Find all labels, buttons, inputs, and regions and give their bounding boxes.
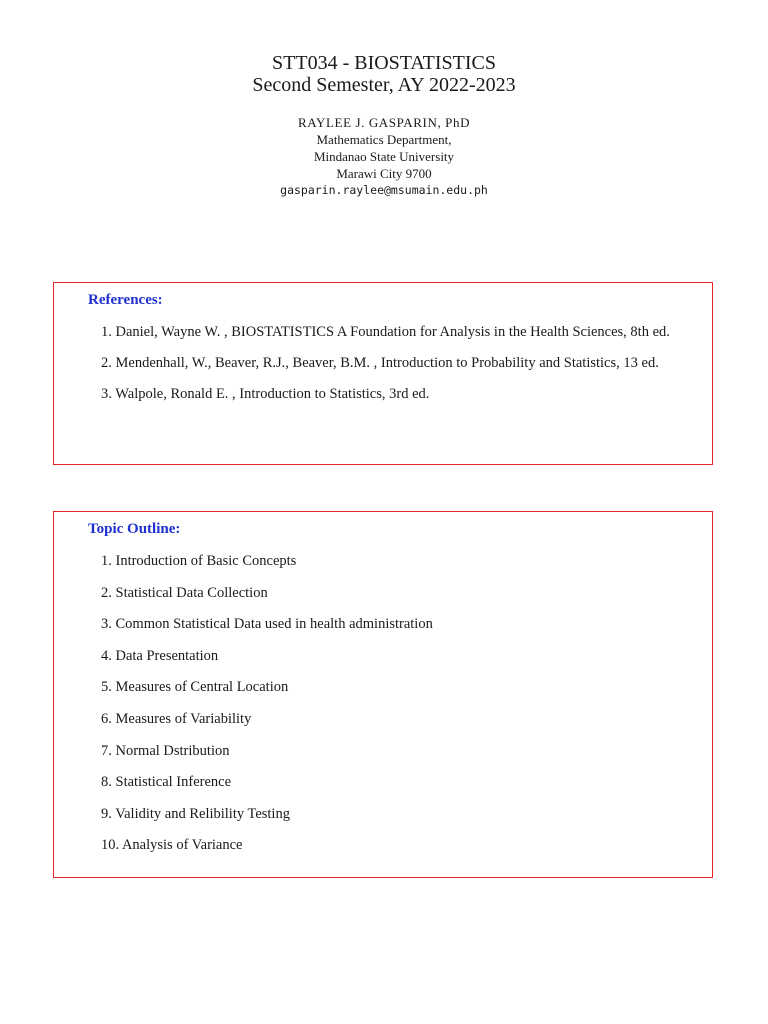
topic-item: 8. Statistical Inference — [101, 774, 232, 791]
topic-item: 10. Analysis of Variance — [101, 837, 243, 854]
university: Mindanao State University — [313, 149, 455, 164]
document-header — [0, 52, 768, 199]
author-name: RAYLEE J. GASPARIN, PhD — [297, 115, 471, 130]
course-title: STT034 - BIOSTATISTICS — [272, 52, 496, 74]
semester-subtitle: Second Semester, AY 2022-2023 — [252, 74, 516, 96]
reference-item: 1. Daniel, Wayne W. , BIOSTATISTICS A Foundation for Analysis in the Health Sciences, 8th ed. — [101, 324, 670, 340]
topic-item: 6. Measures of Variability — [101, 710, 252, 727]
topic-item: 4. Data Presentation — [101, 647, 219, 664]
topic-item: 7. Normal Dstribution — [101, 742, 230, 759]
department: Mathematics Department, — [316, 132, 452, 147]
references-box — [53, 282, 713, 465]
topic-item: 9. Validity and Relibility Testing — [101, 805, 290, 822]
reference-item: 3. Walpole, Ronald E. , Introduction to Statistics, 3rd ed. — [101, 386, 430, 402]
city: Marawi City 9700 — [336, 166, 432, 181]
topic-item: 5. Measures of Central Location — [101, 679, 289, 696]
references-heading: References: — [88, 292, 163, 308]
topic-outline-heading: Topic Outline: — [88, 521, 181, 537]
reference-item: 2. Mendenhall, W., Beaver, R.J., Beaver, B.M. , Introduction to Probability and Statistics, 13 ed. — [101, 355, 659, 371]
topic-item: 2. Statistical Data Collection — [101, 584, 268, 601]
topic-item: 1. Introduction of Basic Concepts — [101, 553, 297, 569]
author-email: gasparin.raylee@msumain.edu.ph — [280, 183, 488, 197]
topic-outline-box — [53, 511, 713, 878]
author-block — [0, 114, 768, 199]
topic-list — [101, 552, 661, 868]
topic-item: 3. Common Statistical Data used in health administration — [101, 616, 433, 633]
references-list — [101, 323, 704, 416]
